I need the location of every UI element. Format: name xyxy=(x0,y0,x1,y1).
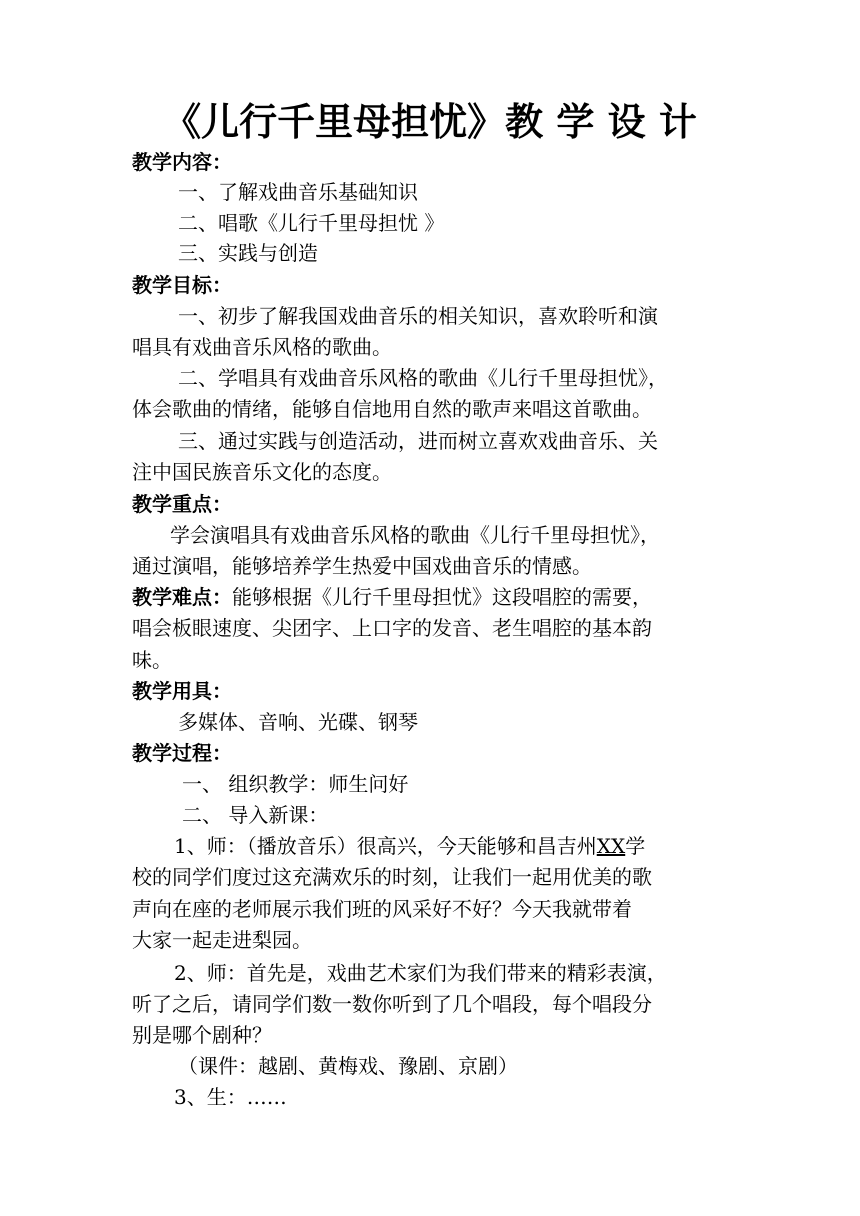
tools-heading: 教学用具： xyxy=(132,679,232,703)
step2-line-3: 别是哪个剧种？ xyxy=(132,1023,272,1047)
step1-line-2: 校的同学们度过这充满欢乐的时刻，让我们一起用优美的歌 xyxy=(132,865,652,889)
goal-2-line-2: 体会歌曲的情绪，能够自信地用自然的歌声来唱这首歌曲。 xyxy=(132,397,652,421)
goal-1-line-2: 唱具有戏曲音乐风格的歌曲。 xyxy=(132,335,392,359)
difficulty-line-1 xyxy=(132,582,732,612)
step2-line-2: 听了之后，请同学们数一数你听到了几个唱段，每个唱段分 xyxy=(132,992,652,1016)
key-points-line-2: 通过演唱，能够培养学生热爱中国戏曲音乐的情感。 xyxy=(132,554,592,578)
step1-line-4: 大家一起走进梨园。 xyxy=(132,928,312,952)
step1-line-1 xyxy=(174,831,774,861)
step3-line: 3、生：…… xyxy=(174,1085,287,1109)
process-step-organize: 一、 组织教学：师生问好 xyxy=(182,772,409,796)
school-placeholder: XX xyxy=(596,834,626,858)
content-heading: 教学内容： xyxy=(132,150,232,174)
difficulty-line-2: 唱会板眼速度、尖团字、上口字的发音、老生唱腔的基本韵 xyxy=(132,616,652,640)
key-points-heading: 教学重点： xyxy=(132,492,232,516)
goal-2-line-1: 二、学唱具有戏曲音乐风格的歌曲《儿行千里母担忧》， xyxy=(178,366,668,390)
content-item-2: 二、唱歌《儿行千里母担忧 》 xyxy=(178,211,445,235)
process-heading: 教学过程： xyxy=(132,741,232,765)
step1-text: 1、师：（播放音乐）很高兴，今天能够和昌吉州 xyxy=(174,834,597,858)
process-step-intro: 二、 导入新课： xyxy=(182,803,329,827)
courseware-note: （课件：越剧、黄梅戏、豫剧、京剧） xyxy=(178,1054,518,1078)
content-item-1: 一、了解戏曲音乐基础知识 xyxy=(178,180,418,204)
goal-3-line-1: 三、通过实践与创造活动，进而树立喜欢戏曲音乐、关 xyxy=(178,429,658,453)
content-item-3: 三、实践与创造 xyxy=(178,241,318,265)
step1-text-end: 学 xyxy=(625,834,646,858)
goal-3-line-2: 注中国民族音乐文化的态度。 xyxy=(132,460,392,484)
tools-list: 多媒体、音响、光碟、钢琴 xyxy=(178,710,418,734)
step1-line-3: 声向在座的老师展示我们班的风采好不好？今天我就带着 xyxy=(132,897,632,921)
goal-1-line-1: 一、初步了解我国戏曲音乐的相关知识，喜欢聆听和演 xyxy=(178,304,658,328)
goals-heading: 教学目标： xyxy=(132,273,232,297)
difficulty-heading: 教学难点： xyxy=(132,585,232,609)
difficulty-text-1: 能够根据《儿行千里母担忧》这段唱腔的需要， xyxy=(232,585,652,609)
key-points-line-1: 学会演唱具有戏曲音乐风格的歌曲《儿行千里母担忧》， xyxy=(170,523,660,547)
difficulty-line-3: 味。 xyxy=(132,648,172,672)
document-title: 《儿行千里母担忧》教 学 设 计 xyxy=(163,100,697,144)
step2-line-1: 2、师：首先是，戏曲艺术家们为我们带来的精彩表演， xyxy=(174,961,667,985)
